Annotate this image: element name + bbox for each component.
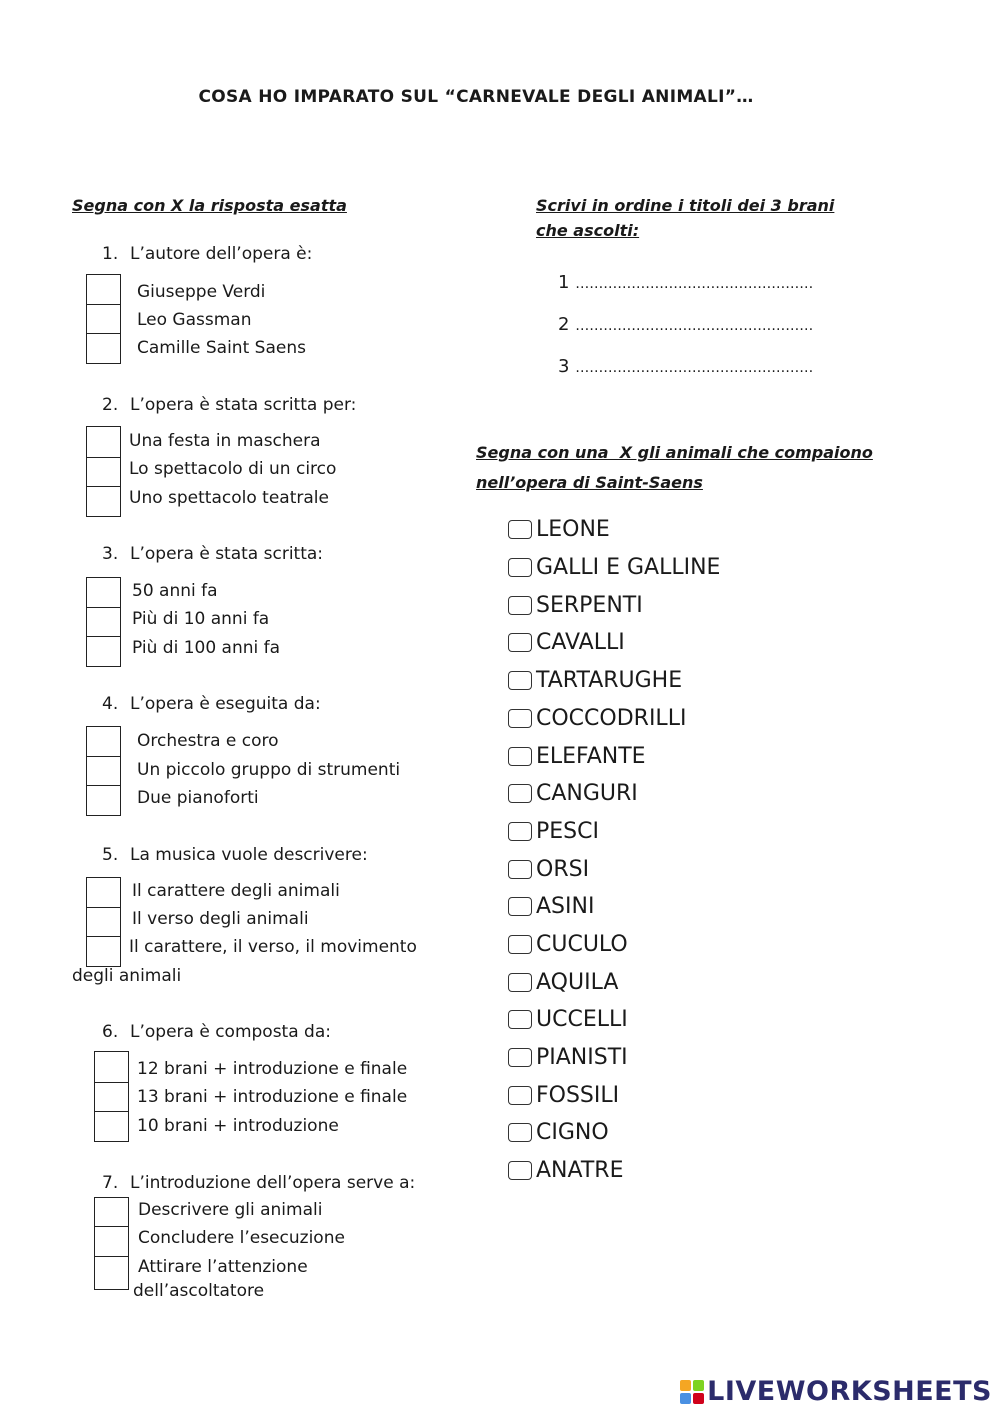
animal-checkbox[interactable] — [508, 860, 532, 879]
answer-checkbox[interactable] — [87, 578, 120, 608]
option-text: Un piccolo gruppo di strumenti — [137, 760, 401, 780]
blank-number: 2 — [558, 314, 570, 335]
animals-heading — [476, 438, 873, 498]
answer-checkbox[interactable] — [87, 757, 120, 786]
blank-dots[interactable]: …………………………………………… — [575, 318, 814, 334]
question-5-answer-boxes — [86, 877, 121, 967]
animal-item[interactable] — [508, 963, 618, 1001]
animal-checkbox[interactable] — [508, 1048, 532, 1067]
question-7-answer-boxes — [94, 1197, 129, 1290]
left-section-heading: Segna con X la risposta esatta — [72, 196, 347, 215]
option-text-continuation: dell’ascoltatore — [133, 1281, 265, 1301]
animal-checkbox[interactable] — [508, 1086, 532, 1105]
option-text: Descrivere gli animali — [138, 1200, 323, 1220]
question-1-answer-boxes — [86, 274, 121, 364]
answer-checkbox[interactable] — [87, 458, 120, 487]
liveworksheets-logo[interactable] — [680, 1376, 992, 1407]
answer-checkbox[interactable] — [87, 305, 120, 334]
question-number: 7. — [102, 1173, 119, 1193]
question-6-title — [102, 1022, 331, 1042]
animal-item[interactable] — [508, 812, 599, 850]
animal-label: ELEFANTE — [536, 743, 646, 769]
animal-item[interactable] — [508, 586, 643, 624]
animal-label: COCCODRILLI — [536, 705, 687, 731]
question-text: L’opera è composta da: — [130, 1022, 331, 1042]
animal-item[interactable] — [508, 1038, 628, 1076]
animal-item[interactable] — [508, 887, 594, 925]
animal-checkbox[interactable] — [508, 633, 532, 652]
question-4-title — [102, 694, 321, 714]
animal-label: FOSSILI — [536, 1082, 620, 1108]
question-text: L’opera è stata scritta per: — [130, 395, 357, 415]
question-1-title — [102, 244, 312, 264]
liveworksheets-logo-icon — [680, 1380, 704, 1404]
answer-checkbox[interactable] — [95, 1198, 128, 1227]
option-text: Lo spettacolo di un circo — [129, 459, 337, 479]
animal-checkbox[interactable] — [508, 709, 532, 728]
option-text: Più di 100 anni fa — [132, 638, 281, 658]
question-number: 1. — [102, 244, 119, 264]
answer-checkbox[interactable] — [87, 727, 120, 757]
option-text: Il carattere degli animali — [132, 881, 340, 901]
logo-square — [680, 1380, 691, 1391]
option-text: 10 brani + introduzione — [137, 1116, 339, 1136]
option-text: Uno spettacolo teatrale — [129, 488, 329, 508]
answer-checkbox[interactable] — [87, 878, 120, 908]
answer-checkbox[interactable] — [95, 1257, 128, 1288]
question-text: L’opera è stata scritta: — [130, 544, 324, 564]
animal-checkbox[interactable] — [508, 1010, 532, 1029]
animals-heading-line1: Segna con una X gli animali che compaiono — [476, 443, 873, 462]
animal-checkbox[interactable] — [508, 596, 532, 615]
answer-checkbox[interactable] — [87, 786, 120, 815]
animal-label: AQUILA — [536, 969, 619, 995]
animal-item[interactable] — [508, 548, 720, 586]
option-text: 50 anni fa — [132, 581, 218, 601]
option-text: Il verso degli animali — [132, 909, 309, 929]
option-text: 12 brani + introduzione e finale — [137, 1059, 408, 1079]
blank-dots[interactable]: …………………………………………… — [575, 360, 814, 376]
option-text-continuation: degli animali — [72, 966, 182, 986]
answer-checkbox[interactable] — [87, 487, 120, 516]
title-blank-2[interactable] — [558, 314, 813, 335]
animal-label: CANGURI — [536, 780, 638, 806]
animal-label: GALLI E GALLINE — [536, 554, 721, 580]
blank-dots[interactable]: …………………………………………… — [575, 276, 814, 292]
question-number: 5. — [102, 845, 119, 865]
titles-heading-line2: che ascolti: — [536, 221, 640, 240]
option-text: Due pianoforti — [137, 788, 259, 808]
animal-item[interactable] — [508, 510, 610, 548]
animal-checkbox[interactable] — [508, 784, 532, 803]
option-text: Attirare l’attenzione — [138, 1257, 308, 1277]
animal-label: PIANISTI — [536, 1044, 628, 1070]
answer-checkbox[interactable] — [87, 637, 120, 666]
option-text: Una festa in maschera — [129, 431, 321, 451]
blank-number: 3 — [558, 356, 570, 377]
page-title: COSA HO IMPARATO SUL “CARNEVALE DEGLI ANIMALI”… — [198, 87, 754, 107]
question-text: L’opera è eseguita da: — [130, 694, 321, 714]
answer-checkbox[interactable] — [87, 427, 120, 458]
logo-square — [680, 1393, 691, 1404]
animal-item[interactable] — [508, 850, 589, 888]
question-text: La musica vuole descrivere: — [130, 845, 368, 865]
animal-label: SERPENTI — [536, 592, 643, 618]
logo-square — [693, 1393, 704, 1404]
animal-item[interactable] — [508, 737, 646, 775]
animal-label: TARTARUGHE — [536, 667, 683, 693]
answer-checkbox[interactable] — [87, 334, 120, 363]
animal-item[interactable] — [508, 1076, 619, 1114]
option-text: Più di 10 anni fa — [132, 609, 270, 629]
animal-label: ORSI — [536, 856, 590, 882]
titles-heading-line1: Scrivi in ordine i titoli dei 3 brani — [536, 196, 835, 215]
animal-item[interactable] — [508, 661, 682, 699]
question-number: 3. — [102, 544, 119, 564]
animal-item[interactable] — [508, 623, 625, 661]
option-text: Leo Gassman — [137, 310, 252, 330]
option-text: Giuseppe Verdi — [137, 282, 266, 302]
answer-checkbox[interactable] — [95, 1112, 128, 1141]
question-text: L’introduzione dell’opera serve a: — [130, 1173, 416, 1193]
question-3-answer-boxes — [86, 577, 121, 667]
animal-checkbox[interactable] — [508, 1123, 532, 1142]
answer-checkbox[interactable] — [95, 1083, 128, 1112]
question-number: 4. — [102, 694, 119, 714]
animal-checkbox[interactable] — [508, 558, 532, 577]
title-blank-1[interactable] — [558, 272, 813, 293]
animal-checkbox[interactable] — [508, 747, 532, 766]
animal-label: LEONE — [536, 516, 610, 542]
question-3-title — [102, 544, 323, 564]
option-text: Orchestra e coro — [137, 731, 279, 751]
question-2-answer-boxes — [86, 426, 121, 517]
animal-item[interactable] — [508, 774, 638, 812]
question-6-answer-boxes — [94, 1051, 129, 1142]
animal-checkbox[interactable] — [508, 671, 532, 690]
animal-checkbox[interactable] — [508, 520, 532, 539]
animal-checkbox[interactable] — [508, 1161, 532, 1180]
animals-heading-line2: nell’opera di Saint-Saens — [476, 473, 703, 492]
answer-checkbox[interactable] — [87, 275, 120, 305]
animal-label: ANATRE — [536, 1157, 624, 1183]
animal-item[interactable] — [508, 1151, 623, 1189]
question-4-answer-boxes — [86, 726, 121, 816]
question-number: 6. — [102, 1022, 119, 1042]
animal-item[interactable] — [508, 1000, 628, 1038]
question-2-title — [102, 395, 356, 415]
animal-label: PESCI — [536, 818, 599, 844]
logo-square — [693, 1380, 704, 1391]
option-text: Il carattere, il verso, il movimento — [129, 937, 417, 957]
animal-checkbox[interactable] — [508, 897, 532, 916]
question-5-title — [102, 845, 368, 865]
question-number: 2. — [102, 395, 119, 415]
animal-label: CUCULO — [536, 931, 628, 957]
animal-label: CAVALLI — [536, 629, 625, 655]
animal-checkbox[interactable] — [508, 822, 532, 841]
option-text: 13 brani + introduzione e finale — [137, 1087, 408, 1107]
title-blank-3[interactable] — [558, 356, 813, 377]
question-text: L’autore dell’opera è: — [130, 244, 313, 264]
blank-number: 1 — [558, 272, 570, 293]
animal-label: UCCELLI — [536, 1006, 628, 1032]
animal-checkbox[interactable] — [508, 973, 532, 992]
question-7-title — [102, 1173, 415, 1193]
logo-text: LIVEWORKSHEETS — [707, 1376, 992, 1407]
answer-checkbox[interactable] — [95, 1052, 128, 1083]
answer-checkbox[interactable] — [87, 908, 120, 937]
animal-label: CIGNO — [536, 1119, 609, 1145]
option-text: Concludere l’esecuzione — [138, 1228, 345, 1248]
answer-checkbox[interactable] — [95, 1227, 128, 1257]
answer-checkbox[interactable] — [87, 608, 120, 637]
option-text: Camille Saint Saens — [137, 338, 306, 358]
animal-item[interactable] — [508, 699, 686, 737]
titles-heading — [536, 193, 834, 243]
animal-item[interactable] — [508, 925, 628, 963]
animal-label: ASINI — [536, 893, 595, 919]
animal-checkbox[interactable] — [508, 935, 532, 954]
animal-item[interactable] — [508, 1113, 609, 1151]
